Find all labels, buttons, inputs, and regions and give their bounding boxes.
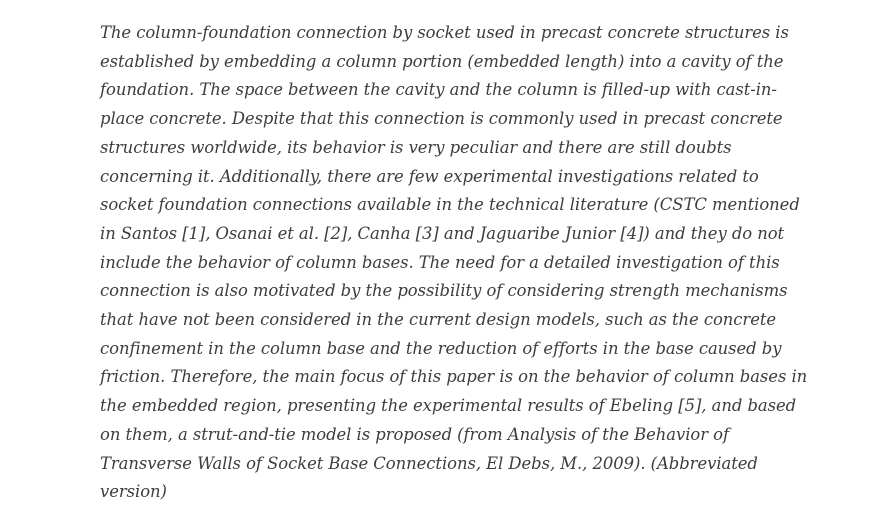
paragraph-line: confinement in the column base and the reduction of efforts in the base caused by (100, 338, 782, 358)
paragraph-line: that have not been considered in the current design models, such as the concrete (100, 310, 777, 330)
paragraph-line: socket foundation connections available in the technical literature (CSTC mentioned (100, 195, 800, 215)
paragraph-line: structures worldwide, its behavior is very peculiar and there are still doubts (100, 137, 732, 157)
paragraph-line: place concrete. Despite that this connection is commonly used in precast concrete (100, 109, 783, 129)
paragraph-line: in Santos [1], Osanai et al. [2], Canha [3] and Jaguaribe Junior [4]) and they do not (100, 223, 785, 243)
paragraph-line: friction. Therefore, the main focus of this paper is on the behavior of column bases in (100, 367, 808, 387)
paragraph-line: concerning it. Additionally, there are few experimental investigations related to (100, 166, 759, 186)
paragraph-line: include the behavior of column bases. The need for a detailed investigation of this (100, 252, 780, 272)
paragraph-line: the embedded region, presenting the experimental results of Ebeling [5], and based (100, 396, 797, 416)
paragraph-line: foundation. The space between the cavity and the column is filled-up with cast-in- (100, 80, 777, 100)
paragraph-line: Transverse Walls of Socket Base Connections, El Debs, M., 2009). (Abbreviated (100, 453, 758, 473)
abstract-paragraph (100, 19, 808, 507)
paragraph-line: The column-foundation connection by socket used in precast concrete structures is (100, 23, 789, 42)
paragraph-line: connection is also motivated by the possibility of considering strength mechanisms (100, 281, 788, 301)
paragraph-line: version) (100, 482, 167, 502)
paragraph-line: on them, a strut-and-tie model is proposed (from Analysis of the Behavior of (100, 424, 730, 444)
paragraph-line: established by embedding a column portion (embedded length) into a cavity of the (100, 51, 784, 71)
